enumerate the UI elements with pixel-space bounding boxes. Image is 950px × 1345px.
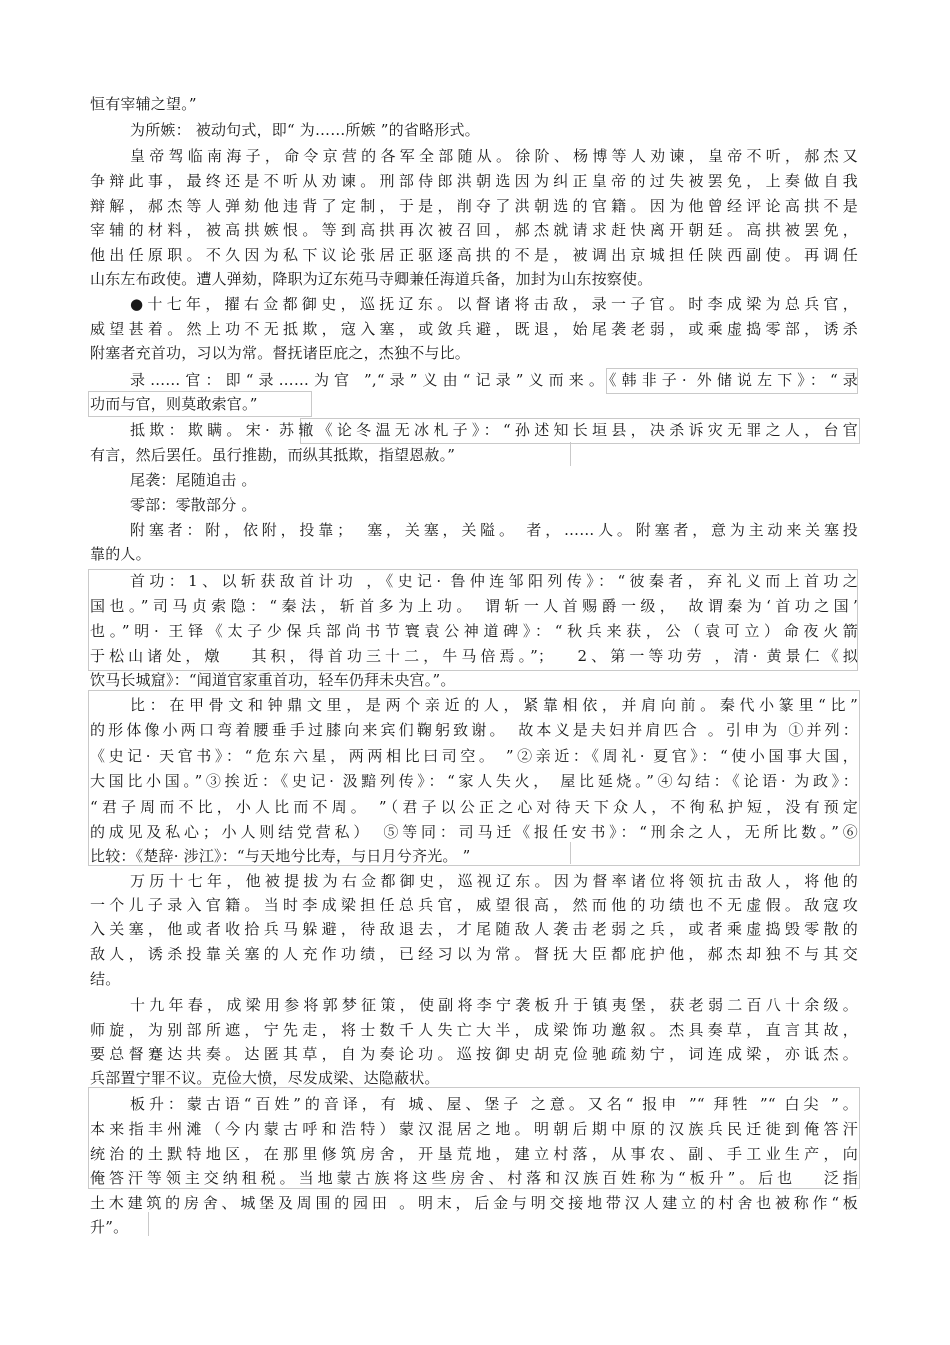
text-line: 有言，然后罢任。虽行推勘，而纵其抵欺，指望恩赦。” <box>90 446 456 464</box>
text-line: 的成见及私心；小人则结党营私） ⑤等同：司马迁《报任安书》：“刑余之人，无所比数。”⑥ <box>90 823 858 841</box>
text-line: 录……官：即“录……为官 ”,“录”义由“记录”义而来。《韩非子· 外储说左下》：“录 <box>130 371 858 389</box>
text-line: 辩解，郝杰等人弹劾他违背了定制，于是，削夺了洪朝选的官籍。因为他曾经评论高拱不是 <box>90 197 858 215</box>
text-line: 抵欺：欺瞒。宋· 苏辙《论冬温无冰札子》：“孙述知长垣县，决杀诉灾无罪之人，台官 <box>130 421 858 439</box>
text-line: 《史记· 天官书》：“危东六星，两两相比曰司空。 ”②亲近：《周礼· 夏官》：“使小国事大国， <box>90 747 858 765</box>
text-line: 敌人，诱杀投靠关塞的人充作功绩，已经习以为常。督抚大臣都庇护他，郝杰却独不与其交 <box>90 945 858 963</box>
text-line: 威望甚着。然上功不无抵欺，寇入塞，或敛兵避，既退，始尾袭老弱，或乘虚捣零部，诱杀 <box>90 320 858 338</box>
text-line: 饮马长城窟》：“闻道官家重首功，轻车仍拜未央宫。”。 <box>90 671 456 689</box>
text-line: 大国比小国。”③挨近：《史记· 汲黯列传》：“家人失火， 屋比延烧。”④勾结：《论语· 为政》： <box>90 772 858 790</box>
text-line: 十九年春，成梁用参将郭梦征策，使副将李宁袭板升于镇夷堡，获老弱二百八十余级。 <box>130 996 858 1014</box>
text-line: 他出任原职。不久因为私下议论张居正驱逐高拱的不是，被调出京城担任陕西副使。再调任 <box>90 246 858 264</box>
text-line: 本来指丰州滩（今内蒙古呼和浩特）蒙汉混居之地。明朝后期中原的汉族兵民迁徙到俺答汗 <box>90 1120 858 1138</box>
text-line: 附塞者充首功，习以为常。督抚诸臣庇之，杰独不与比。 <box>90 344 471 362</box>
text-line: ●十七年，擢右佥都御史，巡抚辽东。以督诸将击敌，录一子官。时李成梁为总兵官， <box>130 295 858 313</box>
text-line: 山东左布政使。遭人弹劾，降职为辽东苑马寺卿兼任海道兵备，加封为山东按察使。 <box>90 270 653 288</box>
text-line: 皇帝驾临南海子，命令京营的各军全部随从。徐阶、杨博等人劝谏，皇帝不听，郝杰又 <box>130 147 858 165</box>
text-line: 宰辅的材料，被高拱嫉恨。等到高拱再次被召回，郝杰就请求赶快离开朝廷。高拱被罢免， <box>90 221 858 239</box>
text-line: 的形体像小两口弯着腰垂手过膝向来宾们鞠躬致谢。 故本义是夫妇并肩匹合 。引申为 ①并列： <box>90 721 858 739</box>
text-line: 土木建筑的房舍、城堡及周围的园田 。明末，后金与明交接地带汉人建立的村舍也被称作“板 <box>90 1194 858 1212</box>
text-line: 为所嫉： 被动句式，即“ 为……所嫉 ”的省略形式。 <box>130 121 480 139</box>
text-line: 师旋，为别部所遮，宁先走，将士数千人失亡大半，成梁饰功邀叙。杰具奏草，直言其故， <box>90 1021 858 1039</box>
text-line: 国也。”司马贞索隐：“秦法，斩首多为上功。 谓斩一人首赐爵一级， 故谓秦为‘首功之国’ <box>90 597 858 615</box>
text-line: 零部：零散部分 。 <box>130 496 257 514</box>
text-line: 争辩此事，最终还是不听从劝谏。刑部侍郎洪朝选因为纠正皇帝的过失被罢免，上奏做自我 <box>90 172 858 190</box>
text-line: 也。”明· 王铎《太子少保兵部尚书节寰袁公神道碑》：“秋兵来获，公（袁可立）命夜火箭 <box>90 622 858 640</box>
text-line: 入关塞，他或者收拾兵马躲避，待敌退去，才尾随敌人袭击老弱之兵，或者乘虚捣毁零散的 <box>90 920 858 938</box>
text-line: 附塞者：附，依附，投靠； 塞，关塞，关隘。 者，……人。附塞者，意为主动来关塞投 <box>130 521 858 539</box>
text-line: 功而与官，则莫敢索官。” <box>90 395 258 413</box>
text-line: “君子周而不比，小人比而不周。 ”（君子以公正之心对待天下众人，不徇私护短，没有预定 <box>90 798 858 816</box>
text-line: 板升：蒙古语“百姓”的音译，有 城、屋、堡子 之意。又名“ 报申 ”“ 拜牲 ”“ 白尖 ”。 <box>130 1095 858 1113</box>
text-line: 首功：1、以斩获敌首计功 ，《史记· 鲁仲连邹阳列传》：“彼秦者，弃礼义而上首功之 <box>130 572 858 590</box>
text-line: 尾袭：尾随追击 。 <box>130 471 257 489</box>
text-line: 比：在甲骨文和钟鼎文里，是两个亲近的人，紧靠相依，并肩向前。秦代小篆里“比” <box>130 696 858 714</box>
text-line: 靠的人。 <box>90 545 151 563</box>
text-line: 要总督蹇达共奏。达匿其草，自为奏论功。巡按御史胡克俭驰疏劾宁，词连成梁，亦诋杰。 <box>90 1045 858 1063</box>
text-line: 统治的土默特地区，在那里修筑房舍，开垦荒地，建立村落，从事农、副、手工业生产，向 <box>90 1145 858 1163</box>
text-line: 升”。 <box>90 1218 129 1236</box>
text-line: 万历十七年，他被提拔为右佥都御史，巡视辽东。因为督率诸位将领抗击敌人，将他的 <box>130 872 858 890</box>
text-line: 恒有宰辅之望。” <box>90 95 197 113</box>
text-line: 一个儿子录入官籍。当时李成梁担任总兵官，威望很高，然而他的功绩也不无虚假。敌寇攻 <box>90 896 858 914</box>
text-line: 俺答汗等领主交纳租税。当地蒙古族将这些房舍、村落和汉族百姓称为“板升”。后也 泛指 <box>90 1169 858 1187</box>
text-line: 结。 <box>90 970 121 988</box>
text-line: 于松山诸处，燉 其积，得首功三十二，牛马倍焉。”； 2、第一等功劳 ，清· 黄景仁《拟 <box>90 647 858 665</box>
text-line: 兵部置宁罪不议。克俭大愤，尽发成梁、达隐蔽状。 <box>90 1069 440 1087</box>
text-line: 比较：《楚辞· 涉江》：“与天地兮比寿，与日月兮齐光。 ” <box>90 847 471 865</box>
